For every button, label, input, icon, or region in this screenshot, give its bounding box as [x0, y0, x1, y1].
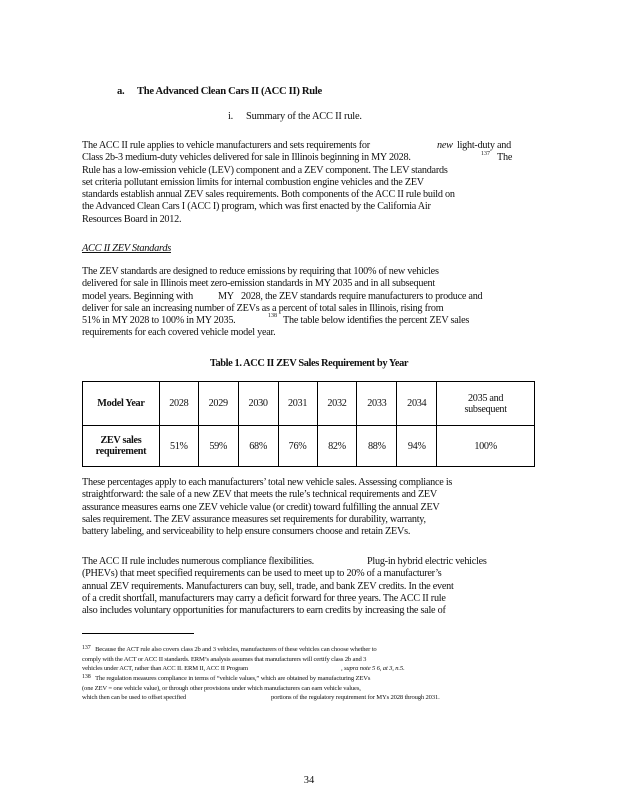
table-header-row	[83, 382, 535, 426]
table-value-cell: 100%	[437, 426, 535, 467]
paragraph-line: The ACC II rule applies to vehicle manufacturers and sets requirements for	[82, 140, 370, 151]
table-value-cell: 76%	[278, 426, 317, 467]
table-header-label: Model Year	[83, 382, 160, 426]
table-year-cell: 2034	[397, 382, 437, 426]
table-year-cell: 2032	[317, 382, 357, 426]
paragraph-line: sales requirement. The ZEV assurance measures set requirements for durability, warranty,	[82, 513, 426, 525]
paragraph-fragment: MY	[218, 290, 234, 302]
table-year-cell: 2031	[278, 382, 317, 426]
footnote-number: 138	[82, 674, 91, 680]
emphasis-new: new	[437, 140, 453, 151]
table-row-label-line: requirement	[95, 446, 147, 457]
page-number: 34	[303, 775, 315, 786]
table-year-line: 2035 and	[467, 392, 504, 404]
footnote-number: 137	[82, 645, 91, 651]
table-year-cell: 2028	[159, 382, 198, 426]
table-year-line: subsequent	[464, 403, 507, 415]
footnote-ref-137[interactable]: 137	[481, 151, 490, 157]
paragraph-line: annual ZEV requirements. Manufacturers can buy, sell, trade, and bank ZEV credits. In the event	[82, 580, 454, 592]
paragraph-zev-standards	[82, 266, 443, 340]
paragraph-fragment: 2028, the ZEV standards require manufacturers to produce and	[241, 290, 483, 302]
table-value-cell: 82%	[317, 426, 357, 467]
paragraph-line: Class 2b-3 medium-duty vehicles delivered for sale in Illinois beginning in MY 2028.	[82, 152, 411, 164]
table-year-cell: 2029	[198, 382, 238, 426]
table-value-cell: 88%	[357, 426, 397, 467]
subsection-title: Summary of the ACC II rule.	[246, 111, 362, 122]
paragraph-line: 51% in MY 2028 to 100% in MY 2035.	[82, 315, 236, 327]
paragraph-line: set criteria pollutant emission limits for internal combustion engine vehicles and the ZEV	[82, 176, 424, 188]
paragraph-line: These percentages apply to each manufacturers’ total new vehicle sales. Assessing compliance is	[82, 477, 453, 488]
table-year-cell: 2030	[238, 382, 278, 426]
zev-standards-heading: ACC II ZEV Standards	[82, 243, 171, 254]
paragraph-line: Rule has a low-emission vehicle (LEV) component and a ZEV component. The LEV standards	[82, 164, 448, 176]
paragraph-fragment: The table below identifies the percent ZEV sales	[283, 315, 470, 327]
footnote-line: which then can be used to offset specified	[82, 694, 186, 702]
paragraph-line: The ACC II rule includes numerous compliance flexibilities.	[82, 556, 314, 567]
paragraph-compliance	[82, 477, 452, 538]
section-title: The Advanced Clean Cars II (ACC II) Rule	[137, 86, 322, 97]
footnote-line: (one ZEV = one vehicle value), or through other provisions under which manufacturers can earn vehicle values,	[82, 684, 361, 692]
paragraph-line: standards establish annual ZEV sales requirements. Both components of the ACC II rule build on	[82, 189, 455, 201]
table-year-cell: 2033	[357, 382, 397, 426]
zev-requirements-table	[82, 381, 535, 467]
paragraph-line: battery labeling, and serviceability to help ensure consumers choose and retain ZEVs.	[82, 526, 411, 538]
subsection-number: i.	[228, 111, 234, 122]
paragraph-acc2-overview	[82, 140, 455, 226]
footnote-line: vehicles under ACT, rather than ACC II. ERM II, ACC II Program	[82, 665, 249, 673]
footnote-137	[82, 645, 377, 674]
table-value-cell: 68%	[238, 426, 278, 467]
section-letter: a.	[117, 86, 125, 97]
paragraph-line: delivered for sale in Illinois meet zero-emission standards in MY 2035 and in all subsequent	[82, 278, 435, 290]
paragraph-line: of a credit shortfall, manufacturers may carry a deficit forward for three years. The ACC II rule	[82, 592, 446, 604]
footnote-tail: portions of the regulatory requirement for MYs 2028 through 2031.	[271, 694, 440, 702]
table-caption: Table 1. ACC II ZEV Sales Requirement by Year	[209, 358, 409, 369]
paragraph-line: The ZEV standards are designed to reduce emissions by requiring that 100% of new vehicles	[82, 266, 439, 277]
paragraph-line: also includes voluntary opportunities for manufacturers to earn credits by increasing the sale of	[82, 605, 446, 617]
paragraph-fragment: light-duty and	[457, 140, 511, 151]
paragraph-line: model years. Beginning with	[82, 290, 193, 302]
footnote-text: The regulation measures compliance in terms of “vehicle values,” which are obtained by manufacturing ZEVs	[95, 675, 371, 682]
footnote-ref-138[interactable]: 138	[268, 313, 277, 319]
paragraph-line: straightforward: the sale of a new ZEV that meets the rule’s technical requirements and ZEV	[82, 489, 437, 501]
paragraph-line: Plug-in hybrid electric vehicles	[367, 556, 487, 567]
footnote-text: Because the ACT rule also covers class 2b and 3 vehicles, manufacturers of these vehicles can choose whether to	[95, 646, 377, 653]
paragraph-flexibilities	[82, 568, 454, 617]
footnote-line	[82, 674, 370, 684]
footnote-divider	[82, 633, 194, 634]
paragraph-line: the Advanced Clean Cars I (ACC I) program, which was first enacted by the California Air	[82, 201, 431, 213]
footnote-tail: , supra note 5 6, at 3, n.5.	[341, 665, 405, 673]
table-value-row	[83, 426, 535, 467]
paragraph-line: Resources Board in 2012.	[82, 213, 182, 225]
paragraph-line: deliver for sale an increasing number of ZEVs as a percent of total sales in Illinois, rising from	[82, 302, 444, 314]
table-row-label-line: ZEV sales	[100, 435, 142, 446]
footnote-line	[82, 645, 377, 655]
table-row-label	[83, 426, 160, 467]
paragraph-line: assurance measures earns one ZEV vehicle value (or credit) toward fulfilling the annual ZEV	[82, 501, 440, 513]
table-value-cell: 94%	[397, 426, 437, 467]
table-value-cell: 59%	[198, 426, 238, 467]
table-value-cell: 51%	[159, 426, 198, 467]
paragraph-line: (PHEVs) that meet specified requirements can be used to meet up to 20% of a manufacturer’s	[82, 568, 442, 580]
paragraph-line: requirements for each covered vehicle model year.	[82, 327, 276, 339]
paragraph-fragment: The	[497, 152, 513, 163]
footnote-line: comply with the ACT or ACC II standards. ERM’s analysis assumes that manufacturers will certify class 2b and 3	[82, 655, 367, 663]
table-year-cell-2035	[437, 382, 535, 426]
